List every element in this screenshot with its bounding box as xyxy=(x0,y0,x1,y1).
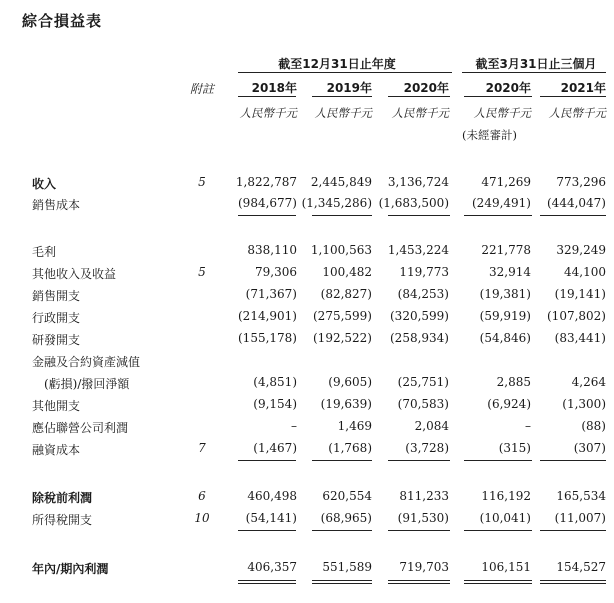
cell-value: (1,768) xyxy=(328,441,372,455)
table-row xyxy=(0,416,614,438)
cell-value: (82,827) xyxy=(320,287,372,301)
row-note: 5 xyxy=(198,265,206,279)
cell-value: (214,901) xyxy=(238,309,297,323)
total-double-rule xyxy=(388,580,450,584)
cell-value: 116,192 xyxy=(481,489,531,503)
year-rule-2018 xyxy=(238,96,296,97)
row-label: 其他收入及收益 xyxy=(32,267,117,281)
table-row xyxy=(0,486,614,508)
year-header-2018: 2018年 xyxy=(251,81,297,95)
cell-value: (70,583) xyxy=(397,397,449,411)
year-rule-2020 xyxy=(388,96,450,97)
unit-label: 人民幣千元 xyxy=(548,106,606,120)
cell-value: (107,802) xyxy=(547,309,606,323)
row-label: 行政開支 xyxy=(32,311,81,325)
subtotal-rule xyxy=(540,530,606,531)
row-note: 5 xyxy=(198,175,206,189)
cell-value: 811,233 xyxy=(399,489,449,503)
cell-value: 221,778 xyxy=(481,243,531,257)
cell-value: 165,534 xyxy=(556,489,606,503)
cell-value: (59,919) xyxy=(479,309,531,323)
cell-value: 329,249 xyxy=(556,243,606,257)
cell-value: 44,100 xyxy=(564,265,606,279)
subtotal-rule xyxy=(540,460,606,461)
cell-value: (307) xyxy=(573,441,606,455)
cell-value: (19,381) xyxy=(479,287,531,301)
cell-value: (68,965) xyxy=(320,511,372,525)
table-row xyxy=(0,372,614,394)
cell-value: 119,773 xyxy=(399,265,449,279)
row-label: 銷售成本 xyxy=(32,198,81,212)
table-row xyxy=(0,438,614,460)
quarter-header-2020: 2020年 xyxy=(485,81,531,95)
cell-value: (9,605) xyxy=(328,375,372,389)
cell-value: (83,441) xyxy=(554,331,606,345)
row-note: 10 xyxy=(194,511,210,525)
row-label: 應佔聯營公司利潤 xyxy=(32,421,129,435)
cell-value: (4,851) xyxy=(253,375,297,389)
subtotal-rule xyxy=(312,530,372,531)
cell-value: (91,530) xyxy=(397,511,449,525)
total-double-rule xyxy=(238,580,296,584)
cell-value: 620,554 xyxy=(322,489,372,503)
cell-value: (19,141) xyxy=(554,287,606,301)
cell-value: (1,683,500) xyxy=(378,196,449,210)
cell-value: (1,345,286) xyxy=(301,196,372,210)
row-label: (虧損)/撥回淨額 xyxy=(44,377,130,391)
cell-value: (9,154) xyxy=(253,397,297,411)
table-row xyxy=(0,240,614,262)
cell-value: (6,924) xyxy=(487,397,531,411)
cell-value: (444,047) xyxy=(547,196,606,210)
unit-label: 人民幣千元 xyxy=(314,106,372,120)
cell-value: 2,885 xyxy=(496,375,531,389)
row-label: 年內/期內利潤 xyxy=(32,562,109,576)
unit-label: 人民幣千元 xyxy=(391,106,449,120)
subtotal-rule xyxy=(238,460,296,461)
cell-value: 3,136,724 xyxy=(387,175,449,189)
subtotal-rule xyxy=(464,530,532,531)
row-note: 6 xyxy=(198,489,206,503)
table-row xyxy=(0,172,614,194)
row-label: 研發開支 xyxy=(32,333,81,347)
cell-value: (192,522) xyxy=(313,331,372,345)
subtotal-rule xyxy=(312,460,372,461)
year-rule-2019 xyxy=(312,96,372,97)
cell-value: (11,007) xyxy=(554,511,606,525)
cell-value: (155,178) xyxy=(238,331,297,345)
unit-label: 人民幣千元 xyxy=(473,106,531,120)
row-label: 毛利 xyxy=(32,245,57,259)
cell-value: 1,100,563 xyxy=(310,243,372,257)
total-double-rule xyxy=(312,580,372,584)
table-row xyxy=(0,350,614,372)
cell-value: (984,677) xyxy=(238,196,297,210)
row-label: 融資成本 xyxy=(32,443,81,457)
cell-value: (10,041) xyxy=(479,511,531,525)
cell-value: – xyxy=(525,419,531,433)
subtotal-rule xyxy=(388,530,450,531)
cell-value: 838,110 xyxy=(247,243,297,257)
cell-value: (320,599) xyxy=(390,309,449,323)
quarter-heading-rule xyxy=(462,72,606,73)
cell-value: (3,728) xyxy=(405,441,449,455)
subtotal-rule xyxy=(238,215,296,216)
table-row xyxy=(0,557,614,579)
cell-value: 154,527 xyxy=(556,560,606,574)
cell-value: 100,482 xyxy=(322,265,372,279)
table-row xyxy=(0,306,614,328)
cell-value: (88) xyxy=(581,419,606,433)
cell-value: 4,264 xyxy=(571,375,606,389)
year-header-2019: 2019年 xyxy=(326,81,372,95)
cell-value: 471,269 xyxy=(481,175,531,189)
total-double-rule xyxy=(464,580,532,584)
subtotal-rule xyxy=(388,215,450,216)
cell-value: 1,822,787 xyxy=(235,175,297,189)
cell-value: (1,300) xyxy=(562,397,606,411)
row-label: 除稅前利潤 xyxy=(32,491,93,505)
note-column-header: 附註 xyxy=(189,82,214,96)
cell-value: (19,639) xyxy=(320,397,372,411)
annual-period-heading: 截至12月31日止年度 xyxy=(278,57,396,71)
table-row xyxy=(0,193,614,215)
year-header-2020: 2020年 xyxy=(403,81,449,95)
subtotal-rule xyxy=(464,215,532,216)
year-rule-q2021 xyxy=(540,96,606,97)
annual-heading-rule xyxy=(238,72,452,73)
cell-value: 32,914 xyxy=(489,265,531,279)
row-note: 7 xyxy=(198,441,206,455)
cell-value: (84,253) xyxy=(397,287,449,301)
cell-value: (1,467) xyxy=(253,441,297,455)
cell-value: 406,357 xyxy=(247,560,297,574)
unaudited-note: (未經審計) xyxy=(462,128,517,142)
table-row xyxy=(0,262,614,284)
statement-title: 綜合損益表 xyxy=(22,12,103,30)
cell-value: (54,846) xyxy=(479,331,531,345)
total-double-rule xyxy=(540,580,606,584)
row-label: 金融及合約資產減值 xyxy=(32,355,141,369)
cell-value: 551,589 xyxy=(322,560,372,574)
cell-value: (315) xyxy=(498,441,531,455)
row-label: 所得稅開支 xyxy=(32,513,93,527)
cell-value: 2,084 xyxy=(414,419,449,433)
cell-value: 79,306 xyxy=(255,265,297,279)
cell-value: 460,498 xyxy=(247,489,297,503)
subtotal-rule xyxy=(388,460,450,461)
cell-value: – xyxy=(291,419,297,433)
row-label: 收入 xyxy=(32,177,57,191)
cell-value: 719,703 xyxy=(399,560,449,574)
table-row xyxy=(0,508,614,530)
quarter-period-heading: 截至3月31日止三個月 xyxy=(475,57,597,71)
year-rule-q2020 xyxy=(464,96,532,97)
cell-value: 773,296 xyxy=(556,175,606,189)
cell-value: (249,491) xyxy=(472,196,531,210)
cell-value: (25,751) xyxy=(397,375,449,389)
cell-value: 1,453,224 xyxy=(387,243,449,257)
subtotal-rule xyxy=(464,460,532,461)
cell-value: 2,445,849 xyxy=(310,175,372,189)
table-row xyxy=(0,394,614,416)
unit-label: 人民幣千元 xyxy=(239,106,297,120)
cell-value: (275,599) xyxy=(313,309,372,323)
row-label: 銷售開支 xyxy=(32,289,81,303)
cell-value: (258,934) xyxy=(390,331,449,345)
cell-value: (71,367) xyxy=(245,287,297,301)
quarter-header-2021: 2021年 xyxy=(560,81,606,95)
subtotal-rule xyxy=(312,215,372,216)
cell-value: 106,151 xyxy=(481,560,531,574)
cell-value: 1,469 xyxy=(337,419,372,433)
cell-value: (54,141) xyxy=(245,511,297,525)
row-label: 其他開支 xyxy=(32,399,81,413)
table-row xyxy=(0,328,614,350)
subtotal-rule xyxy=(238,530,296,531)
subtotal-rule xyxy=(540,215,606,216)
table-row xyxy=(0,284,614,306)
